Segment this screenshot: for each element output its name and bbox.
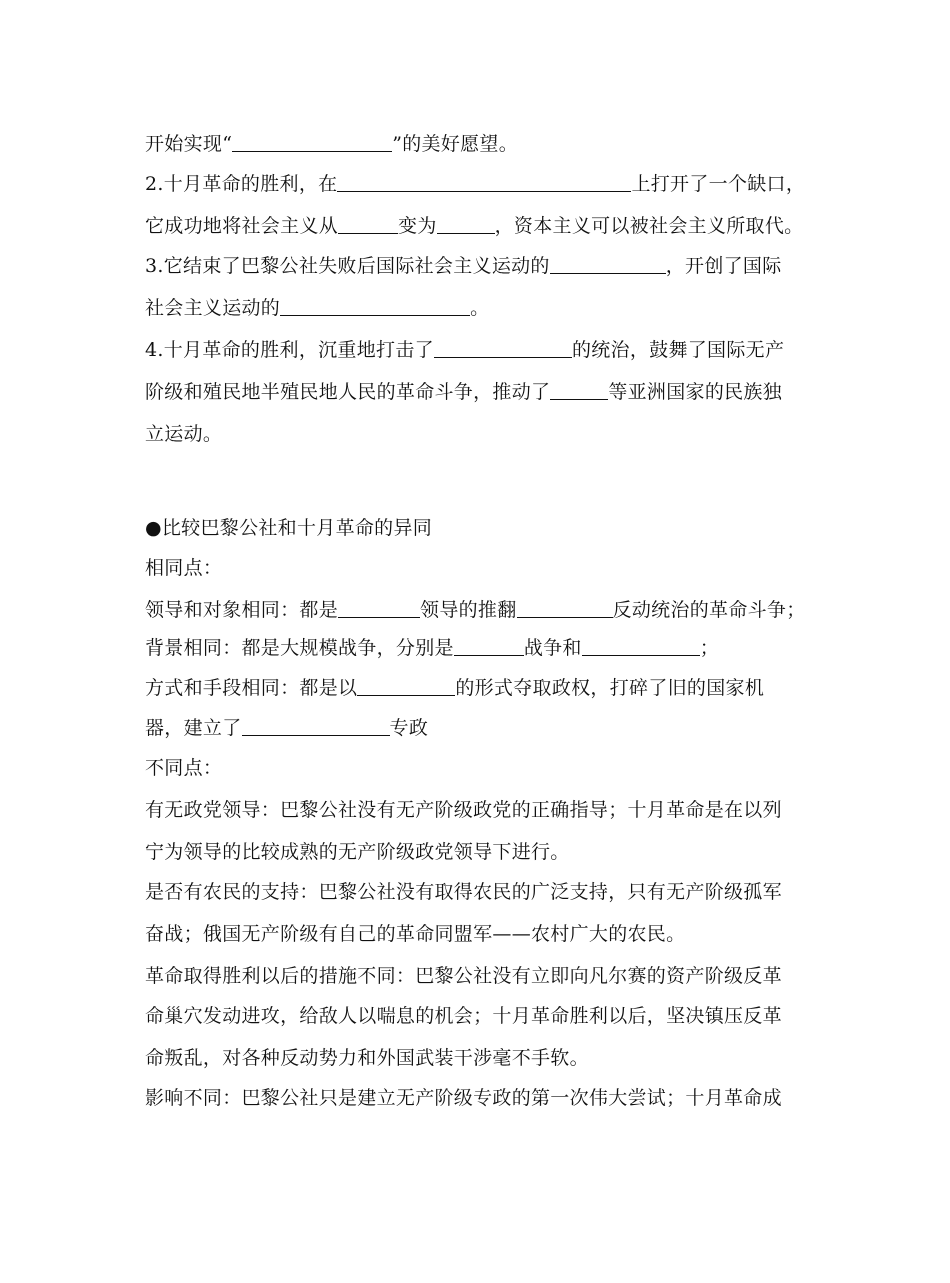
text: 开始实现“ — [145, 133, 233, 155]
text: 。 — [470, 297, 490, 319]
fill-blank[interactable] — [338, 215, 398, 234]
text-line: 相同点： — [145, 557, 223, 579]
text: 它成功地将社会主义从 — [145, 215, 339, 237]
text-line: 命巢穴发动进攻，给敌人以喘息的机会；十月革命胜利以后，坚决镇压反革 — [145, 1005, 782, 1027]
text-line: 影响不同：巴黎公社只是建立无产阶级专政的第一次伟大尝试；十月革命成 — [145, 1087, 782, 1109]
fill-blank[interactable] — [454, 637, 524, 656]
text: 器，建立了 — [145, 717, 242, 739]
text-line — [145, 337, 784, 363]
text-line — [145, 675, 764, 701]
text: 变为 — [398, 215, 437, 237]
text: 专政 — [389, 717, 429, 739]
text-line — [145, 213, 803, 239]
text-line — [145, 715, 428, 741]
fill-blank[interactable] — [232, 133, 392, 152]
text: 战争和 — [523, 637, 582, 659]
text: ”的美好愿望。 — [392, 133, 519, 155]
text: 领导和对象相同：都是 — [145, 599, 339, 621]
text-line: 命叛乱，对各种反动势力和外国武装干涉毫不手软。 — [145, 1047, 589, 1069]
text: 3.它结束了巴黎公社失败后国际社会主义运动的 — [145, 255, 550, 277]
text-line — [145, 635, 719, 661]
text-line — [145, 171, 805, 197]
text: 的统治，鼓舞了国际无产 — [571, 339, 785, 361]
text-line — [145, 295, 489, 321]
text: 4.十月革命的胜利，沉重地打击了 — [145, 339, 434, 361]
text-line: 是否有农民的支持：巴黎公社没有取得农民的广泛支持，只有无产阶级孤军 — [145, 881, 782, 903]
text-line: 立运动。 — [145, 423, 223, 445]
text: ； — [699, 637, 720, 659]
text: 的形式夺取政权，打碎了旧的国家机 — [455, 677, 765, 699]
fill-blank[interactable] — [337, 173, 631, 192]
text: 2.十月革命的胜利，在 — [145, 173, 338, 195]
text: 上打开了一个缺口， — [631, 173, 806, 195]
text: 反动统治的革命斗争； — [612, 599, 806, 621]
section-heading: ●比较巴黎公社和十月革命的异同 — [145, 517, 433, 539]
fill-blank[interactable] — [434, 339, 572, 358]
fill-blank[interactable] — [242, 717, 390, 736]
text-line — [145, 253, 782, 279]
fill-blank[interactable] — [550, 255, 666, 274]
text: 社会主义运动的 — [145, 297, 281, 319]
fill-blank[interactable] — [437, 215, 495, 234]
text: ，开创了国际 — [665, 255, 782, 277]
text-line: 有无政党领导：巴黎公社没有无产阶级政党的正确指导；十月革命是在以列 — [145, 799, 782, 821]
fill-blank[interactable] — [357, 677, 455, 696]
fill-blank[interactable] — [280, 297, 470, 316]
fill-blank[interactable] — [550, 381, 608, 400]
fill-blank[interactable] — [582, 637, 700, 656]
text-line: 奋战；俄国无产阶级有自己的革命同盟军——农村广大的农民。 — [145, 923, 686, 945]
text: 方式和手段相同：都是以 — [145, 677, 358, 699]
text-line: 不同点： — [145, 757, 223, 779]
fill-blank[interactable] — [517, 599, 613, 618]
text: 阶级和殖民地半殖民地人民的革命斗争，推动了 — [145, 381, 551, 403]
text: 等亚洲国家的民族独 — [608, 381, 783, 403]
text-line — [145, 379, 782, 405]
text-line — [145, 597, 806, 623]
text: ，资本主义可以被社会主义所取代。 — [494, 215, 804, 237]
text-line: 革命取得胜利以后的措施不同：巴黎公社没有立即向凡尔赛的资产阶级反革 — [145, 965, 782, 987]
fill-blank[interactable] — [338, 599, 420, 618]
text-line: 宁为领导的比较成熟的无产阶级政党领导下进行。 — [145, 841, 570, 863]
text: 背景相同：都是大规模战争，分别是 — [145, 637, 454, 659]
text: 领导的推翻 — [420, 599, 517, 621]
text-line — [145, 131, 518, 157]
